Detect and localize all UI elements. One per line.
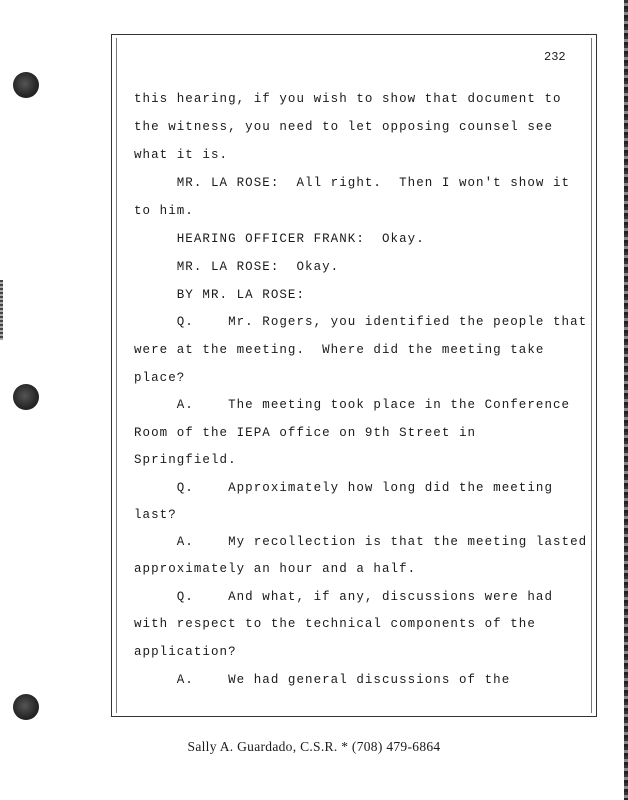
transcript-line: A. We had general discussions of the (134, 673, 511, 687)
transcript-line: Q. And what, if any, discussions were had (134, 590, 554, 604)
transcript-line: last? (134, 508, 177, 522)
transcript-line: Springfield. (134, 453, 237, 467)
transcript-line: to him. (134, 204, 194, 218)
scan-edge-left (0, 280, 3, 340)
transcript-line: Q. Mr. Rogers, you identified the people that (134, 315, 588, 329)
hole-punch-middle (13, 384, 39, 410)
scan-edge-right (624, 0, 628, 800)
page-number: 232 (544, 50, 566, 64)
transcript-line: Room of the IEPA office on 9th Street in (134, 426, 477, 440)
transcript-line: A. My recollection is that the meeting lasted (134, 535, 588, 549)
transcript-line: HEARING OFFICER FRANK: Okay. (134, 232, 425, 246)
transcript-line: A. The meeting took place in the Conference (134, 398, 571, 412)
transcript-line: MR. LA ROSE: All right. Then I won't show it (134, 176, 571, 190)
transcript-line: the witness, you need to let opposing counsel see (134, 120, 554, 134)
hole-punch-top (13, 72, 39, 98)
transcript-line: place? (134, 371, 186, 385)
transcript-inner-border (116, 38, 592, 713)
transcript-line: application? (134, 645, 237, 659)
transcript-line: BY MR. LA ROSE: (134, 288, 306, 302)
transcript-line: with respect to the technical components of the (134, 617, 536, 631)
transcript-line: approximately an hour and a half. (134, 562, 417, 576)
transcript-line: MR. LA ROSE: Okay. (134, 260, 340, 274)
transcript-line: what it is. (134, 148, 229, 162)
transcript-line: this hearing, if you wish to show that document to (134, 92, 562, 106)
transcript-line: were at the meeting. Where did the meeting take (134, 343, 545, 357)
court-reporter-footer: Sally A. Guardado, C.S.R. * (708) 479-6864 (187, 739, 441, 754)
transcript-line: Q. Approximately how long did the meeting (134, 481, 554, 495)
hole-punch-bottom (13, 694, 39, 720)
